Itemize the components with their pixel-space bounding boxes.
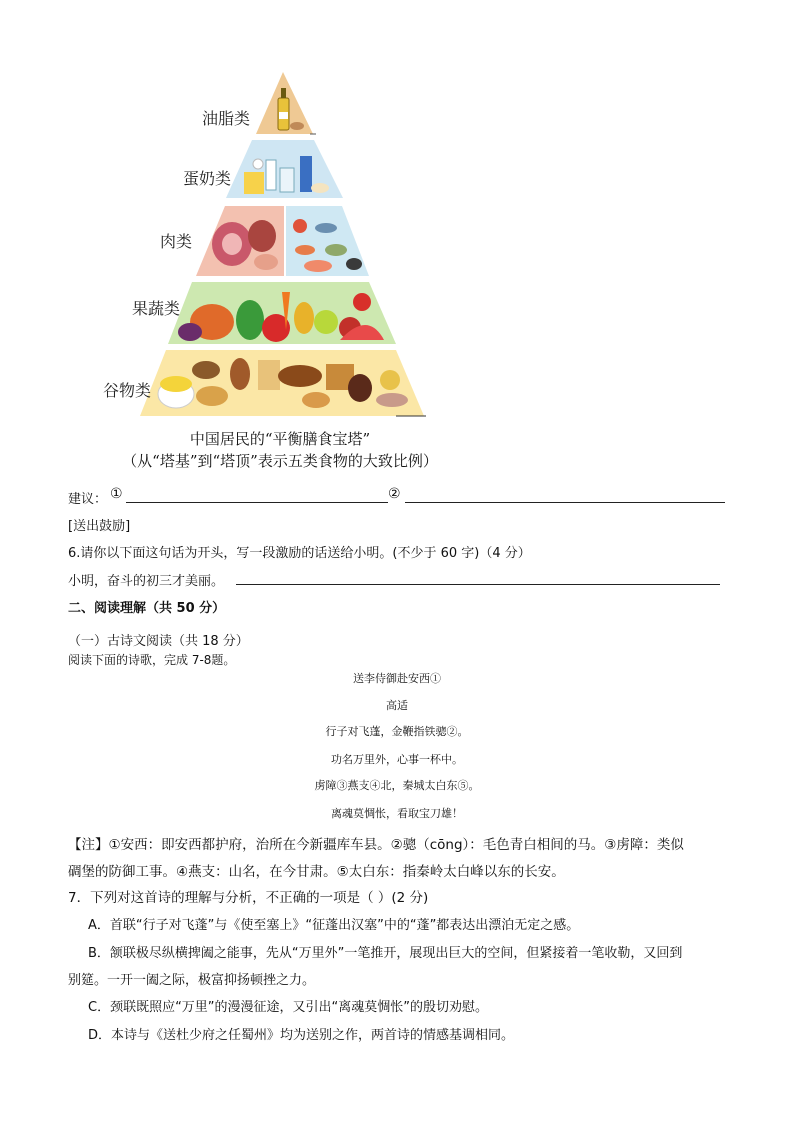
poem-line-2: 功名万里外，心事一杯中。 — [331, 753, 463, 766]
food-pyramid — [0, 0, 794, 420]
subsection-1-heading: （一）古诗文阅读（共 18 分） — [68, 634, 249, 649]
question-7-option-b-cont: 别筵。一开一阖之际，极富抑扬顿挫之力。 — [68, 973, 316, 988]
question-6-start: 小明，奋斗的初三才美丽。 — [68, 574, 225, 589]
poem-line-3: 虏障③燕支④北，秦城太白东⑤。 — [314, 779, 480, 792]
pyramid-label-dairy: 蛋奶类 — [183, 169, 232, 188]
pyramid-label-meat: 肉类 — [160, 232, 193, 251]
suggestion-blank-2[interactable] — [405, 502, 725, 503]
pyramid-label-veg: 果蔬类 — [132, 299, 181, 318]
poem-title: 送李侍御赴安西① — [353, 672, 441, 685]
pyramid-caption-subtitle: （从“塔基”到“塔顶”表示五类食物的大致比例） — [122, 452, 438, 470]
suggestion-label: 建议： — [68, 492, 108, 507]
question-7-option-b[interactable]: B．颔联极尽纵横捭阖之能事，先从“万里外”一笔推开，展现出巨大的空间，但紧接着一笔收勒，又回到 — [88, 946, 683, 961]
poem-author: 高适 — [386, 699, 408, 712]
pyramid-caption-title: 中国居民的“平衡膳食宝塔” — [189, 430, 371, 448]
pyramid-label-grain: 谷物类 — [103, 381, 152, 400]
poem-note-line-1: 【注】①安西：即安西都护府，治所在今新疆库车县。②骢（cōng）：毛色青白相间的马。③虏障：类似 — [68, 837, 684, 853]
question-7: 7．下列对这首诗的理解与分析，不正确的一项是（ ）(2 分) — [68, 890, 429, 906]
question-7-option-a[interactable]: A．首联“行子对飞蓬”与《使至塞上》“征蓬出汉塞”中的“蓬”都表达出漂泊无定之感。 — [88, 918, 580, 933]
suggestion-blank-1[interactable] — [126, 502, 388, 503]
poem-note-line-2: 碉堡的防御工事。④燕支：山名，在今甘肃。⑤太白东：指秦岭太白峰以东的长安。 — [68, 864, 565, 880]
suggestion-mark-1: ① — [110, 486, 123, 502]
poem-line-4: 离魂莫惆怅，看取宝刀雄！ — [331, 807, 463, 820]
pyramid-label-oil: 油脂类 — [202, 109, 251, 128]
question-6: 6.请你以下面这句话为开头，写一段激励的话送给小明。(不少于 60 字)（4 分） — [68, 546, 531, 561]
question-7-option-d[interactable]: D．本诗与《送杜少府之任蜀州》均为送别之作，两首诗的情感基调相同。 — [88, 1028, 515, 1043]
question-6-answer-blank[interactable] — [236, 584, 720, 585]
suggestion-mark-2: ② — [388, 486, 401, 502]
question-7-option-c[interactable]: C．颈联既照应“万里”的漫漫征途，又引出“离魂莫惆怅”的殷切劝慰。 — [88, 1000, 489, 1015]
encourage-heading: [送出鼓励] — [68, 519, 131, 534]
section-2-heading: 二、阅读理解（共 50 分） — [68, 601, 226, 616]
reading-instruction: 阅读下面的诗歌，完成 7-8题。 — [68, 653, 236, 667]
poem-line-1: 行子对飞蓬，金鞭指铁骢②。 — [325, 725, 469, 738]
